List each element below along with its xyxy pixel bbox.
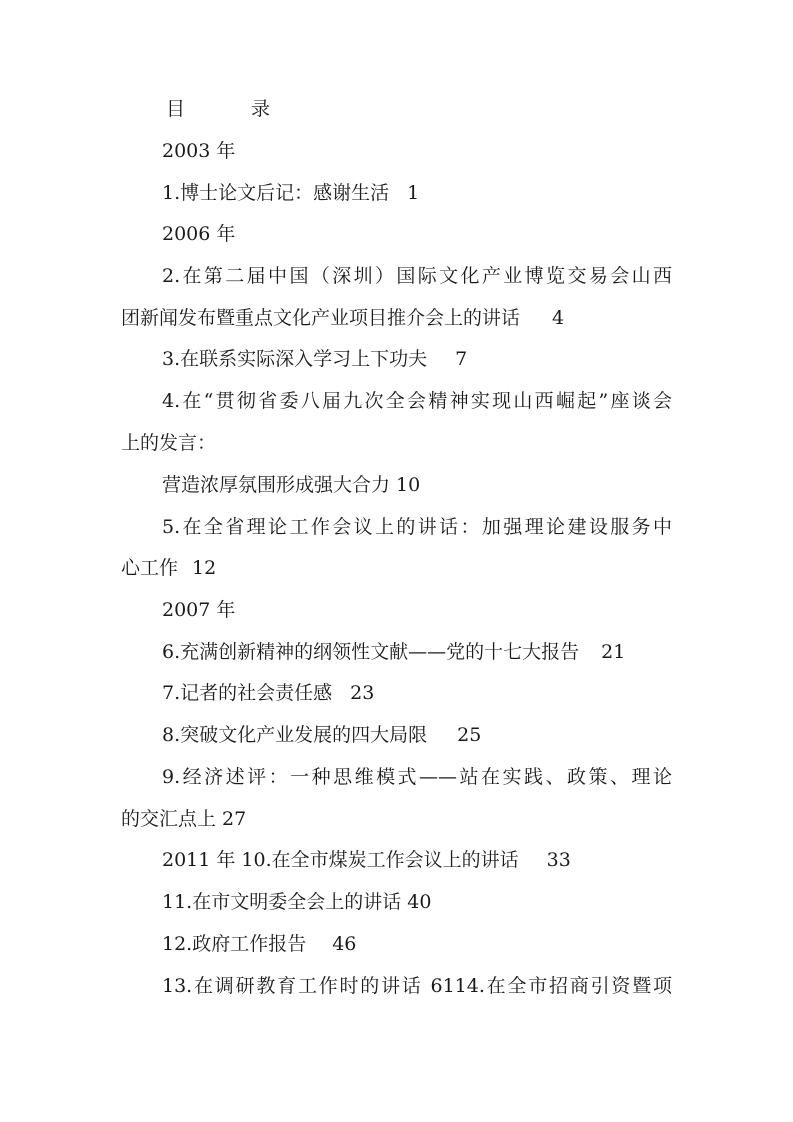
toc-entry	[0, 507, 793, 547]
toc-entry-continuation	[0, 548, 793, 588]
toc-entry	[0, 632, 793, 672]
toc-line-text: 7.记者的社会责任感	[162, 682, 333, 704]
toc-page-number: 12	[192, 557, 217, 579]
toc-line-text: 4.在“贯彻省委八届九次全会精神实现山西崛起”座谈会	[162, 390, 672, 412]
toc-entry	[0, 882, 793, 922]
toc-line-text: 12.政府工作报告	[162, 933, 307, 955]
toc-entry	[0, 173, 793, 213]
toc-entry	[0, 840, 793, 880]
toc-line-text: 2006 年	[162, 223, 236, 245]
toc-entry	[0, 256, 793, 296]
toc-entry	[0, 715, 793, 755]
toc-line-text: 的交汇点上 27	[121, 808, 247, 830]
toc-entry-continuation	[0, 799, 793, 839]
toc-line-text: 5.在全省理论工作会议上的讲话：加强理论建设服务中	[162, 516, 672, 538]
toc-line-text: 11.在市文明委全会上的讲话 40	[162, 891, 432, 913]
toc-line-text: 2.在第二届中国（深圳）国际文化产业博览交易会山西	[162, 265, 672, 287]
toc-entry-continuation	[0, 423, 793, 463]
toc-page-number: 33	[546, 849, 571, 871]
toc-page-number: 1	[407, 182, 420, 204]
toc-page-number: 4	[552, 307, 565, 329]
toc-year-heading	[0, 590, 793, 630]
toc-entry	[0, 339, 793, 379]
toc-title: 目 录	[166, 98, 301, 120]
toc-line-text: 3.在联系实际深入学习上下功夫	[162, 348, 428, 370]
toc-year-heading	[0, 214, 793, 254]
toc-line-text: 营造浓厚氛围形成强大合力 10	[162, 474, 421, 496]
toc-entry	[0, 966, 793, 1006]
toc-line-text: 13.在调研教育工作时的讲话 6114.在全市招商引资暨项	[162, 975, 672, 997]
toc-page-number: 23	[350, 682, 375, 704]
toc-page-number: 7	[455, 348, 468, 370]
toc-entry	[0, 924, 793, 964]
toc-line-text: 2007 年	[162, 599, 236, 621]
toc-entry	[0, 757, 793, 797]
toc-line-text: 6.充满创新精神的纲领性文献——党的十七大报告	[162, 641, 580, 663]
toc-line-text: 上的发言：	[121, 432, 217, 454]
toc-line-text: 2003 年	[162, 140, 236, 162]
toc-entry	[0, 465, 793, 505]
toc-line-text: 1.博士论文后记：感谢生活	[162, 182, 390, 204]
toc-line-text: 9.经济述评：一种思维模式——站在实践、政策、理论	[162, 766, 672, 788]
toc-entry	[0, 673, 793, 713]
toc-line-text: 心工作	[121, 557, 179, 579]
toc-line-text: 2011 年 10.在全市煤炭工作会议上的讲话	[162, 849, 519, 871]
toc-line-text: 团新闻发布暨重点文化产业项目推介会上的讲话	[121, 307, 521, 329]
toc-page-number: 21	[601, 641, 626, 663]
toc-line-text: 8.突破文化产业发展的四大局限	[162, 724, 428, 746]
toc-entry	[0, 381, 793, 421]
toc-page-number: 25	[457, 724, 482, 746]
toc-entry-continuation	[0, 298, 793, 338]
toc-page-number: 46	[332, 933, 357, 955]
toc-year-heading	[0, 131, 793, 171]
